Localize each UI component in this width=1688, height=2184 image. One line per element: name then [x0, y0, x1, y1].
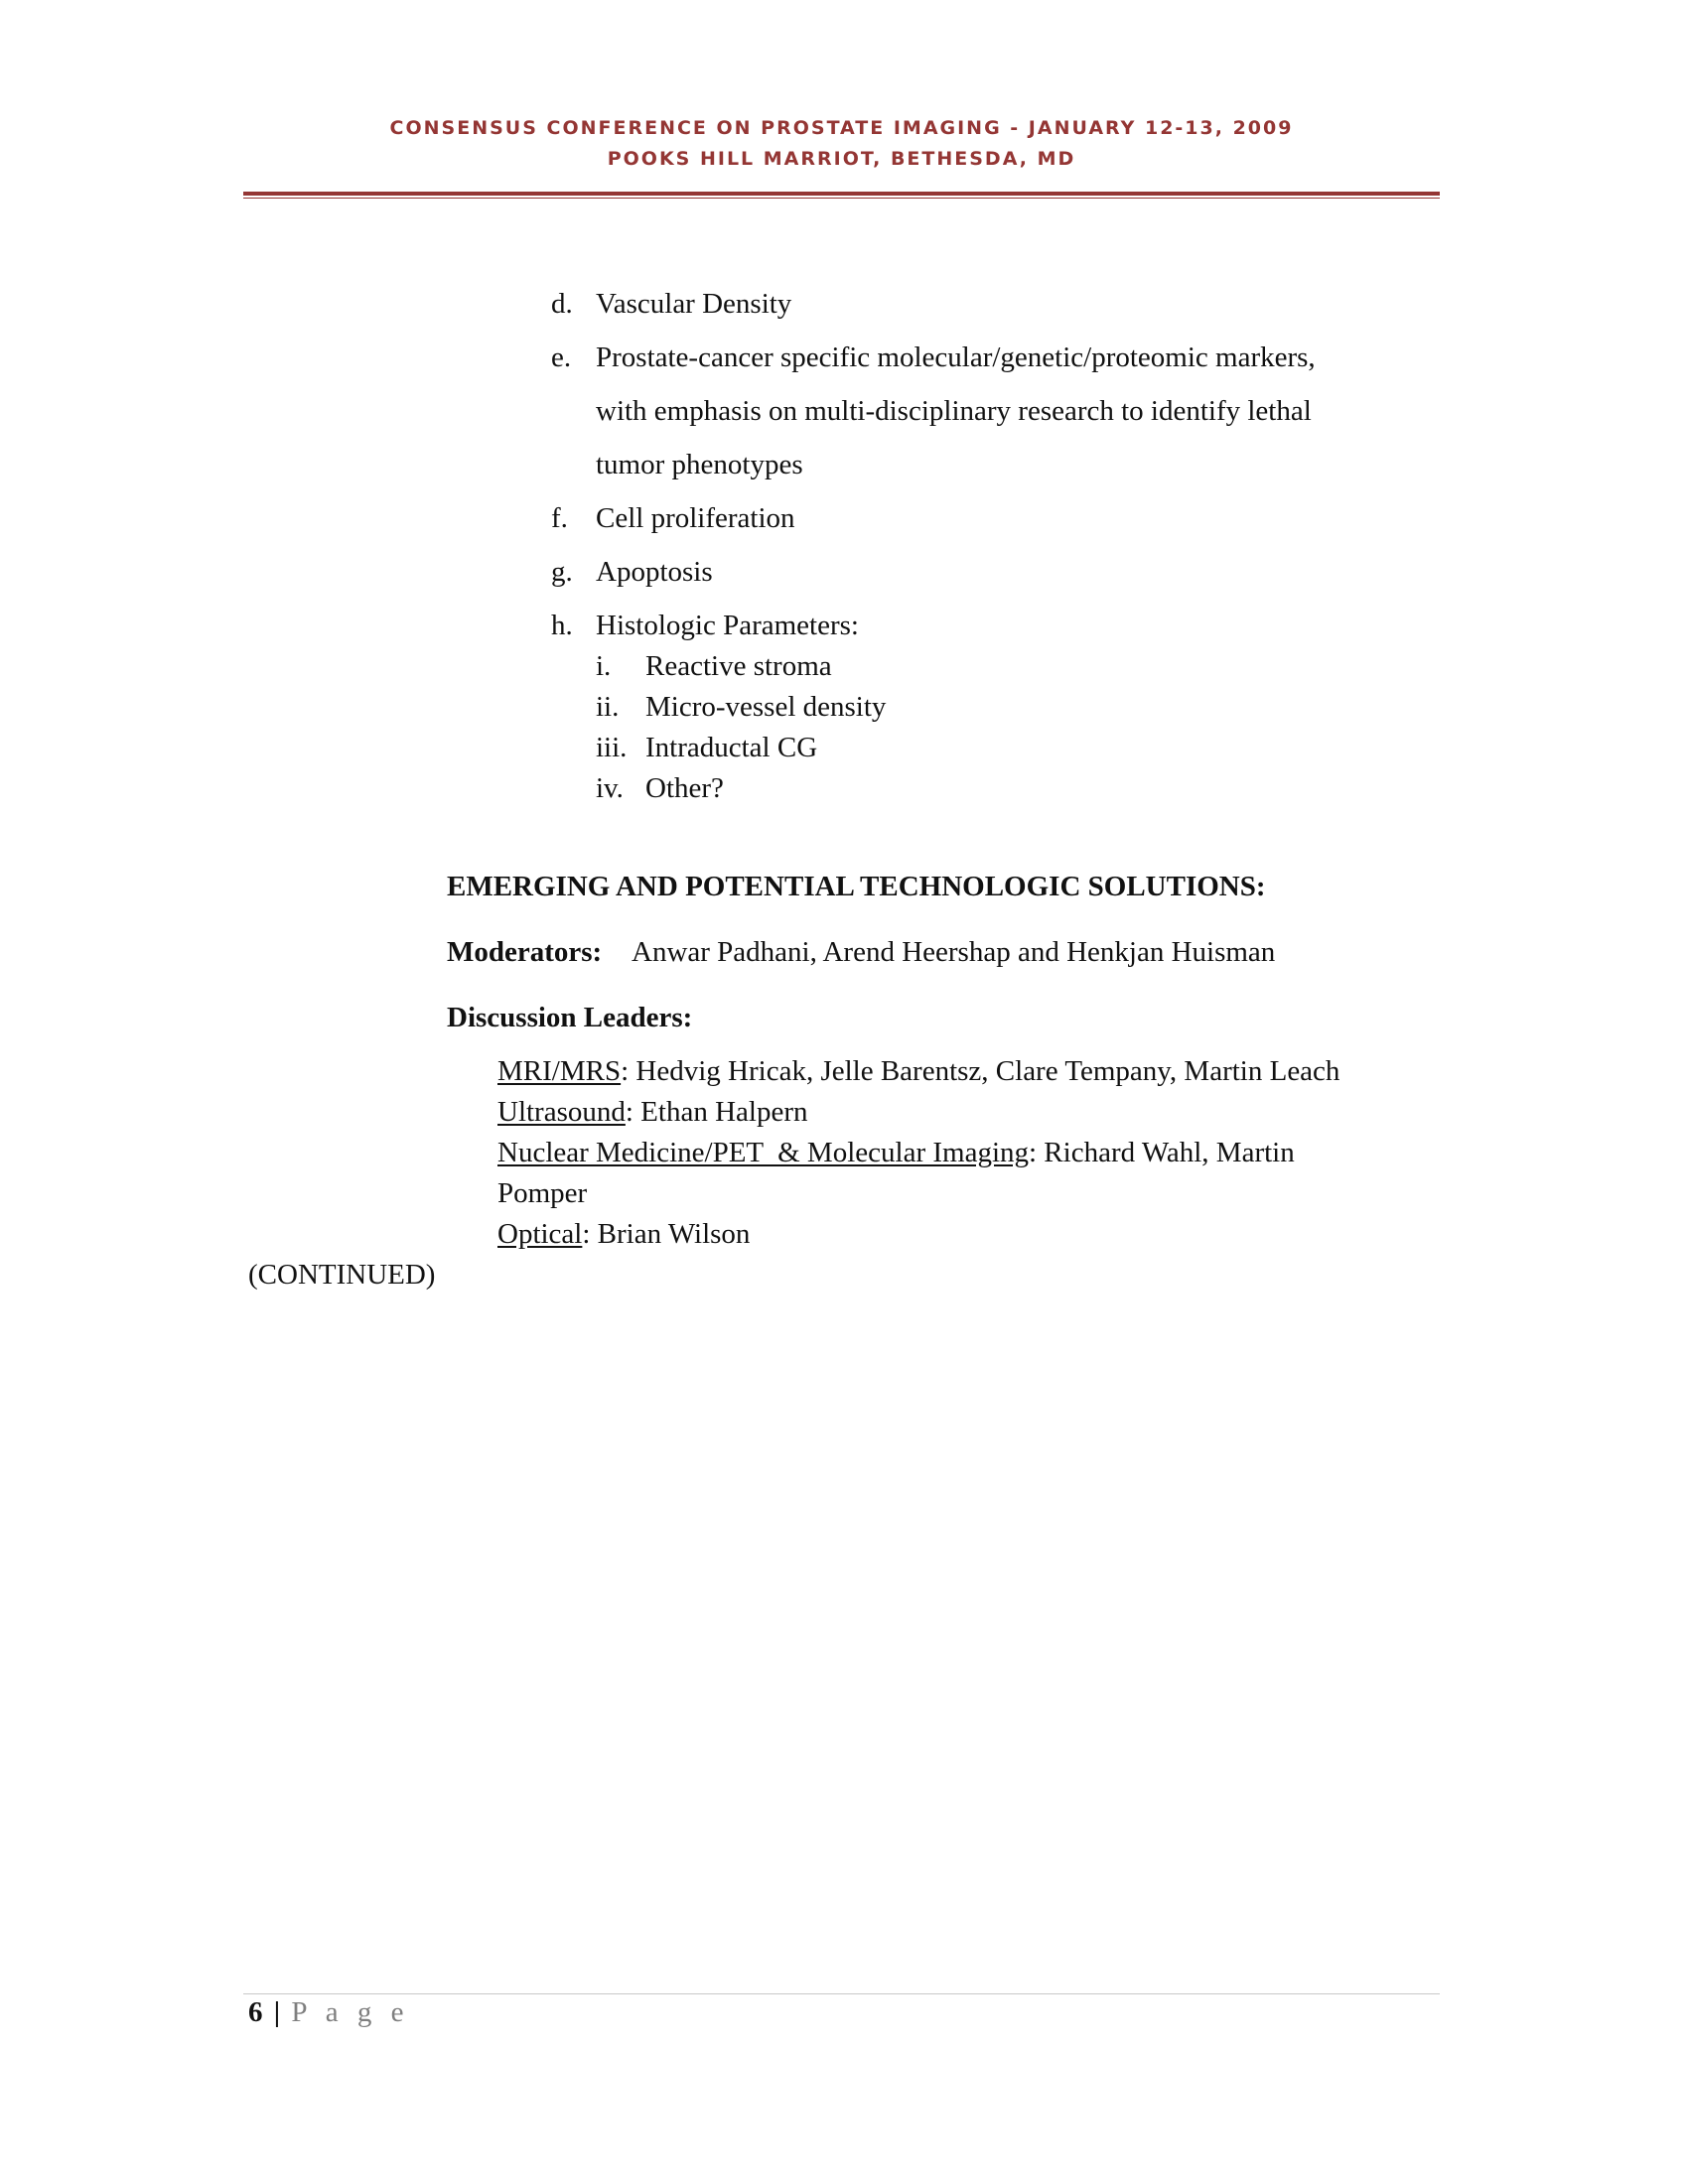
leader-row-optical	[497, 1217, 750, 1252]
leader-names-optical: : Brian Wilson	[582, 1218, 751, 1250]
page-number: 6	[248, 1996, 263, 2028]
page-footer	[248, 1995, 409, 2030]
page-label: P a g e	[291, 1996, 410, 2028]
header-title: CONSENSUS CONFERENCE ON PROSTATE IMAGING - JANUARY 12-13, 2009	[389, 117, 1294, 139]
leader-field-ultrasound: Ultrasound	[497, 1096, 626, 1128]
leader-row-ultrasound	[497, 1095, 807, 1130]
continued-note: (CONTINUED)	[248, 1259, 436, 1291]
footer-separator: |	[273, 1996, 281, 2028]
list-marker-f: f.	[551, 502, 568, 534]
list-item-histologic-parameters: Histologic Parameters:	[596, 610, 859, 641]
leader-field-nuclear: Nuclear Medicine/PET & Molecular Imaging	[497, 1137, 1029, 1168]
leader-field-mri: MRI/MRS	[497, 1055, 622, 1087]
list-item-markers-line2: with emphasis on multi-disciplinary research to identify lethal	[596, 395, 1312, 427]
list-marker-g: g.	[551, 556, 573, 588]
moderators-label: Moderators:	[447, 936, 603, 968]
list-item-cell-proliferation: Cell proliferation	[596, 502, 795, 534]
leader-row-nuclear-continuation: Pomper	[497, 1177, 588, 1209]
sublist-marker-iv: iv.	[596, 772, 624, 804]
list-marker-e: e.	[551, 341, 572, 373]
section-heading: EMERGING AND POTENTIAL TECHNOLOGIC SOLUTIONS:	[447, 871, 1266, 902]
leader-names-mri: : Hedvig Hricak, Jelle Barentsz, Clare Tempany, Martin Leach	[621, 1055, 1340, 1087]
leader-names-ultrasound: : Ethan Halpern	[625, 1096, 808, 1128]
list-item-apoptosis: Apoptosis	[596, 556, 713, 588]
leader-field-optical: Optical	[497, 1218, 583, 1250]
list-marker-d: d.	[551, 288, 573, 320]
sublist-item-intraductal-cg: Intraductal CG	[645, 732, 818, 763]
sublist-item-micro-vessel-density: Micro-vessel density	[645, 691, 887, 723]
leader-row-nuclear	[497, 1136, 1295, 1170]
leader-names-nuclear: : Richard Wahl, Martin	[1029, 1137, 1295, 1168]
sublist-marker-iii: iii.	[596, 732, 628, 763]
header-rule-thin	[243, 198, 1440, 199]
sublist-item-reactive-stroma: Reactive stroma	[645, 650, 832, 682]
discussion-leaders-label: Discussion Leaders:	[447, 1002, 693, 1033]
leader-row-mri	[497, 1054, 1339, 1089]
footer-rule	[243, 1993, 1440, 1994]
sublist-item-other: Other?	[645, 772, 724, 804]
moderators-names: Anwar Padhani, Arend Heershap and Henkjan Huisman	[632, 936, 1276, 968]
header-venue: POOKS HILL MARRIOT, BETHESDA, MD	[607, 148, 1076, 170]
list-item-vascular-density: Vascular Density	[596, 288, 792, 320]
list-item-markers-line3: tumor phenotypes	[596, 449, 803, 480]
sublist-marker-ii: ii.	[596, 691, 620, 723]
list-item-markers-line1: Prostate-cancer specific molecular/genetic/proteomic markers,	[596, 341, 1316, 373]
sublist-marker-i: i.	[596, 650, 612, 682]
list-marker-h: h.	[551, 610, 573, 641]
header-rule	[243, 192, 1440, 196]
